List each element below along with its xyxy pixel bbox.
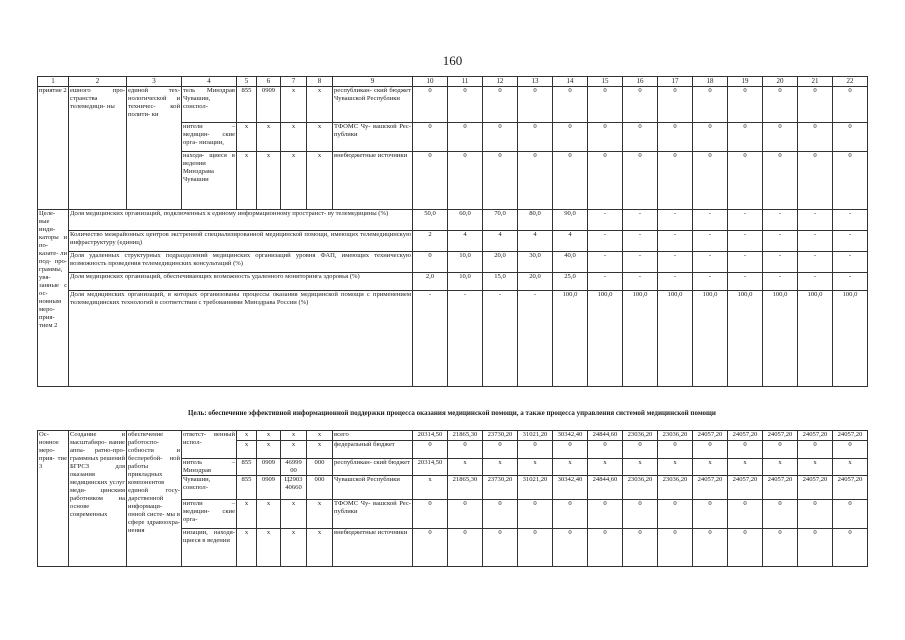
executor-cell: Чувашии, соиспол- bbox=[182, 476, 237, 500]
value-cell: - bbox=[588, 210, 623, 231]
value-cell: 30342,40 bbox=[553, 431, 588, 441]
column-number: 1 bbox=[38, 77, 69, 87]
value-cell: - bbox=[728, 252, 763, 273]
value-cell: 23036,20 bbox=[658, 476, 693, 500]
indicator-row bbox=[38, 273, 868, 291]
column-number: 18 bbox=[693, 77, 728, 87]
value-cell: 30342,40 bbox=[553, 476, 588, 500]
column-number: 2 bbox=[69, 77, 127, 87]
value-cell: 0 bbox=[623, 441, 658, 459]
value-cell: - bbox=[763, 252, 798, 273]
indicators-label-cell: Целе- вые инди- каторы и по- казате- ли под- про- граммы, увя- занные с ос- новным меро- прия- тием 2 bbox=[38, 210, 69, 387]
code-cell: 46999 00 bbox=[281, 459, 307, 476]
code-cell: x bbox=[257, 123, 281, 152]
value-cell: 24057,20 bbox=[833, 431, 868, 441]
value-cell: - bbox=[728, 231, 763, 252]
column-number: 16 bbox=[623, 77, 658, 87]
column-number: 11 bbox=[448, 77, 483, 87]
value-cell: 0 bbox=[623, 529, 658, 567]
value-cell: - bbox=[763, 210, 798, 231]
value-cell: - bbox=[588, 252, 623, 273]
value-cell: 0 bbox=[588, 529, 623, 567]
event-title-cell: ешного про- странства телемедици- ны bbox=[69, 87, 127, 210]
value-cell: - bbox=[658, 273, 693, 291]
value-cell: 0 bbox=[518, 500, 553, 529]
value-cell: 0 bbox=[553, 152, 588, 210]
value-cell: 24057,20 bbox=[833, 476, 868, 500]
value-cell: x bbox=[448, 459, 483, 476]
value-cell: 0 bbox=[413, 123, 448, 152]
value-cell: 21865,30 bbox=[448, 476, 483, 500]
value-cell: 0 bbox=[588, 123, 623, 152]
column-number: 21 bbox=[798, 77, 833, 87]
value-cell: 0 bbox=[658, 529, 693, 567]
value-cell: 0 bbox=[658, 87, 693, 123]
value-cell: 23730,20 bbox=[483, 431, 518, 441]
code-cell: x bbox=[281, 87, 307, 123]
value-cell: 0 bbox=[483, 441, 518, 459]
value-cell: 23730,20 bbox=[483, 476, 518, 500]
value-cell: 0 bbox=[658, 123, 693, 152]
value-cell: 0 bbox=[833, 152, 868, 210]
value-cell: 0 bbox=[483, 500, 518, 529]
value-cell: 0 bbox=[833, 441, 868, 459]
event-name-cell: приятие 2 bbox=[38, 87, 69, 210]
value-cell: 31021,20 bbox=[518, 476, 553, 500]
code-cell: x bbox=[307, 529, 333, 567]
value-cell: 0 bbox=[658, 500, 693, 529]
value-cell: 0 bbox=[798, 441, 833, 459]
value-cell: x bbox=[658, 459, 693, 476]
column-number: 7 bbox=[281, 77, 307, 87]
column-number: 9 bbox=[333, 77, 413, 87]
executor-cell: тель Минздрав Чувашии, соиспол- bbox=[182, 87, 237, 123]
value-cell: 0 bbox=[693, 500, 728, 529]
value-cell: 0 bbox=[553, 529, 588, 567]
value-cell: 0 bbox=[763, 152, 798, 210]
value-cell: 4 bbox=[553, 231, 588, 252]
column-number: 20 bbox=[763, 77, 798, 87]
value-cell: 25,0 bbox=[553, 273, 588, 291]
value-cell: 0 bbox=[448, 87, 483, 123]
column-number: 14 bbox=[553, 77, 588, 87]
value-cell: 0 bbox=[623, 500, 658, 529]
value-cell: - bbox=[483, 291, 518, 387]
value-cell: 0 bbox=[518, 152, 553, 210]
value-cell: - bbox=[588, 273, 623, 291]
value-cell: 0 bbox=[798, 152, 833, 210]
value-cell: 0 bbox=[763, 529, 798, 567]
code-cell: x bbox=[307, 152, 333, 210]
value-cell: 80,0 bbox=[518, 210, 553, 231]
indicator-row bbox=[38, 291, 868, 387]
table-row bbox=[38, 87, 868, 123]
value-cell: 10,0 bbox=[448, 252, 483, 273]
funding-source-cell: ТФОМС Чу- вашской Рес- публики bbox=[333, 123, 413, 152]
value-cell: - bbox=[658, 231, 693, 252]
value-cell: 10,0 bbox=[448, 273, 483, 291]
value-cell: - bbox=[658, 252, 693, 273]
value-cell: - bbox=[623, 252, 658, 273]
value-cell: 100,0 bbox=[763, 291, 798, 387]
value-cell: 0 bbox=[518, 529, 553, 567]
value-cell: 2 bbox=[413, 231, 448, 252]
funding-source-cell: внебюджетные источники bbox=[333, 529, 413, 567]
value-cell: 31021,20 bbox=[518, 431, 553, 441]
column-number: 13 bbox=[518, 77, 553, 87]
value-cell: x bbox=[728, 459, 763, 476]
value-cell: 0 bbox=[833, 529, 868, 567]
value-cell: - bbox=[728, 273, 763, 291]
code-cell: x bbox=[257, 431, 281, 441]
value-cell: 100,0 bbox=[833, 291, 868, 387]
value-cell: - bbox=[693, 273, 728, 291]
code-cell: Ц2903 40660 bbox=[281, 476, 307, 500]
value-cell: 0 bbox=[518, 123, 553, 152]
value-cell: 23036,20 bbox=[658, 431, 693, 441]
value-cell: 23036,20 bbox=[623, 476, 658, 500]
column-number: 17 bbox=[658, 77, 693, 87]
page-number: 160 bbox=[442, 53, 463, 68]
value-cell: 0 bbox=[448, 500, 483, 529]
event-goal-cell: единой тех- нологической и техничес- кой полити- ки bbox=[127, 87, 182, 210]
value-cell: - bbox=[623, 231, 658, 252]
code-cell: x bbox=[307, 441, 333, 459]
value-cell: 0 bbox=[798, 500, 833, 529]
value-cell: 0 bbox=[553, 500, 588, 529]
value-cell: 24057,20 bbox=[728, 431, 763, 441]
code-cell: x bbox=[237, 441, 257, 459]
value-cell: x bbox=[588, 459, 623, 476]
value-cell: 0 bbox=[413, 87, 448, 123]
value-cell: 24057,20 bbox=[763, 431, 798, 441]
value-cell: - bbox=[658, 210, 693, 231]
value-cell: 0 bbox=[763, 500, 798, 529]
funding-source-cell: федеральный бюджет bbox=[333, 441, 413, 459]
column-number: 22 bbox=[833, 77, 868, 87]
value-cell: 0 bbox=[798, 123, 833, 152]
code-cell: x bbox=[257, 441, 281, 459]
value-cell: 0 bbox=[413, 529, 448, 567]
value-cell: 0 bbox=[553, 123, 588, 152]
value-cell: 24057,20 bbox=[693, 476, 728, 500]
value-cell: - bbox=[413, 291, 448, 387]
value-cell: 20314,50 bbox=[413, 459, 448, 476]
value-cell: 0 bbox=[448, 123, 483, 152]
value-cell: 0 bbox=[448, 152, 483, 210]
value-cell: 0 bbox=[483, 529, 518, 567]
indicator-text-cell: Доля удаленных структурных подразделений медицинских организаций уровня ФАП, имеющих техническую возможность проведения телемедицинских консультаций (%) bbox=[69, 252, 413, 273]
funding-source-cell: республикан- ский бюджет Чувашской Республики bbox=[333, 87, 413, 123]
value-cell: 0 bbox=[833, 87, 868, 123]
executor-cell: находя- щиеся в ведении Минздрава Чувашии bbox=[182, 152, 237, 210]
column-number: 12 bbox=[483, 77, 518, 87]
column-number: 6 bbox=[257, 77, 281, 87]
code-cell: x bbox=[281, 500, 307, 529]
value-cell: - bbox=[448, 291, 483, 387]
value-cell: 0 bbox=[518, 441, 553, 459]
code-cell: x bbox=[237, 123, 257, 152]
value-cell: 0 bbox=[833, 123, 868, 152]
code-cell: 855 bbox=[237, 459, 257, 476]
code-cell: 000 bbox=[307, 459, 333, 476]
indicator-row bbox=[38, 210, 868, 231]
value-cell: - bbox=[518, 291, 553, 387]
value-cell: 20314,50 bbox=[413, 431, 448, 441]
value-cell: - bbox=[798, 252, 833, 273]
value-cell: 0 bbox=[658, 441, 693, 459]
value-cell: - bbox=[833, 210, 868, 231]
value-cell: 23036,20 bbox=[623, 431, 658, 441]
value-cell: 0 bbox=[413, 441, 448, 459]
value-cell: 20,0 bbox=[483, 252, 518, 273]
value-cell: x bbox=[833, 459, 868, 476]
value-cell: 0 bbox=[483, 152, 518, 210]
value-cell: 0 bbox=[833, 500, 868, 529]
executor-cell: нители – медицин- ские орга- низации, bbox=[182, 123, 237, 152]
value-cell: 2,0 bbox=[413, 273, 448, 291]
value-cell: x bbox=[623, 459, 658, 476]
value-cell: 30,0 bbox=[518, 252, 553, 273]
value-cell: 0 bbox=[763, 87, 798, 123]
value-cell: - bbox=[833, 273, 868, 291]
value-cell: 0 bbox=[728, 87, 763, 123]
value-cell: 0 bbox=[728, 441, 763, 459]
value-cell: 24057,20 bbox=[798, 476, 833, 500]
value-cell: 0 bbox=[623, 123, 658, 152]
value-cell: - bbox=[833, 252, 868, 273]
indicator-row bbox=[38, 252, 868, 273]
value-cell: 0 bbox=[728, 123, 763, 152]
header-row bbox=[38, 77, 868, 87]
value-cell: 0 bbox=[693, 152, 728, 210]
code-cell: 0909 bbox=[257, 87, 281, 123]
code-cell: x bbox=[281, 441, 307, 459]
value-cell: 0 bbox=[483, 123, 518, 152]
column-number: 5 bbox=[237, 77, 257, 87]
value-cell: x bbox=[413, 476, 448, 500]
value-cell: 0 bbox=[623, 152, 658, 210]
value-cell: 0 bbox=[588, 87, 623, 123]
value-cell: - bbox=[763, 273, 798, 291]
program-table-bottom bbox=[37, 430, 868, 567]
executor-cell: нитель – Минздрав bbox=[183, 459, 235, 475]
value-cell: 0 bbox=[588, 500, 623, 529]
value-cell: 90,0 bbox=[553, 210, 588, 231]
funding-source-cell: ТФОМС Чу- вашской Рес- публики bbox=[333, 500, 413, 529]
code-cell: x bbox=[237, 529, 257, 567]
value-cell: - bbox=[728, 210, 763, 231]
executor-cell: нители – медицин- ские орга- bbox=[182, 500, 237, 529]
program-table-top bbox=[37, 76, 868, 387]
value-cell: 20,0 bbox=[518, 273, 553, 291]
executor-cell: низации, находя- щиеся в ведении bbox=[182, 529, 237, 567]
value-cell: x bbox=[483, 459, 518, 476]
code-cell: x bbox=[281, 123, 307, 152]
value-cell: 0 bbox=[623, 87, 658, 123]
value-cell: 24057,20 bbox=[728, 476, 763, 500]
code-cell: x bbox=[307, 87, 333, 123]
value-cell: - bbox=[763, 231, 798, 252]
code-cell: x bbox=[257, 529, 281, 567]
code-cell: x bbox=[237, 152, 257, 210]
value-cell: 40,0 bbox=[553, 252, 588, 273]
code-cell: x bbox=[281, 529, 307, 567]
value-cell: 24844,60 bbox=[588, 476, 623, 500]
value-cell: 0 bbox=[553, 87, 588, 123]
value-cell: - bbox=[693, 231, 728, 252]
value-cell: 100,0 bbox=[588, 291, 623, 387]
value-cell: 100,0 bbox=[623, 291, 658, 387]
value-cell: 0 bbox=[588, 441, 623, 459]
value-cell: - bbox=[798, 231, 833, 252]
code-cell: x bbox=[257, 152, 281, 210]
goal-text: Цель: обеспечение эффективной информационной поддержки процесса оказания медицинской помощи, а также процесса управления системой медицинской помощи bbox=[188, 409, 716, 417]
code-cell: x bbox=[307, 431, 333, 441]
value-cell: - bbox=[623, 273, 658, 291]
value-cell: 0 bbox=[588, 152, 623, 210]
event-goal-cell: обеспечение работоспо- собности и бесперебой- ной работы прикладных компонентов единой госу- дарственной информаци- онной систе- мы в сфере здравоохра- нения bbox=[127, 431, 182, 567]
value-cell: - bbox=[798, 273, 833, 291]
value-cell: 24057,20 bbox=[798, 431, 833, 441]
column-number: 15 bbox=[588, 77, 623, 87]
value-cell: 100,0 bbox=[798, 291, 833, 387]
funding-source-cell: внебюджетные источники bbox=[333, 152, 413, 210]
code-cell: x bbox=[281, 431, 307, 441]
value-cell: 70,0 bbox=[483, 210, 518, 231]
value-cell: 0 bbox=[448, 441, 483, 459]
value-cell: 0 bbox=[658, 152, 693, 210]
code-cell: 855 bbox=[237, 87, 257, 123]
value-cell: 0 bbox=[798, 529, 833, 567]
value-cell: x bbox=[798, 459, 833, 476]
column-number: 10 bbox=[413, 77, 448, 87]
value-cell: 0 bbox=[693, 529, 728, 567]
funding-source-cell: Чувашской Республики bbox=[333, 476, 413, 500]
value-cell: 0 bbox=[413, 500, 448, 529]
table-row bbox=[38, 431, 868, 441]
code-cell: x bbox=[307, 500, 333, 529]
value-cell: 0 bbox=[693, 441, 728, 459]
column-number: 8 bbox=[307, 77, 333, 87]
value-cell: 0 bbox=[553, 441, 588, 459]
value-cell: 4 bbox=[483, 231, 518, 252]
value-cell: 15,0 bbox=[483, 273, 518, 291]
event-title-cell: Создание и масштабиро- вание аппа- ратно-про- граммных решений БГРСЗ для оказания медицинских услуг меди- цинским работником на основе современных bbox=[69, 431, 127, 567]
column-number: 3 bbox=[127, 77, 182, 87]
value-cell: 0 bbox=[693, 123, 728, 152]
indicator-text-cell: Доля медицинских организаций, в которых организованы процессы оказания медицинской помощи с применением телемедицинских технологий в соответствии с требованиями Минздрава России (%) bbox=[69, 291, 413, 387]
value-cell: 0 bbox=[763, 441, 798, 459]
value-cell: x bbox=[763, 459, 798, 476]
code-cell: x bbox=[237, 431, 257, 441]
value-cell: 0 bbox=[693, 87, 728, 123]
value-cell: 0 bbox=[413, 252, 448, 273]
indicator-text-cell: Доля медицинских организаций, подключенных к единому информационному пространст- ву телемедицины (%) bbox=[69, 210, 413, 231]
value-cell: 24057,20 bbox=[693, 431, 728, 441]
value-cell: - bbox=[833, 231, 868, 252]
value-cell: 100,0 bbox=[553, 291, 588, 387]
code-cell: 0909 bbox=[257, 459, 281, 476]
value-cell: 0 bbox=[728, 529, 763, 567]
code-cell: 000 bbox=[307, 476, 333, 500]
funding-source-cell: республикан- ский бюджет bbox=[333, 459, 413, 476]
value-cell: 21865,30 bbox=[448, 431, 483, 441]
value-cell: 24844,60 bbox=[588, 431, 623, 441]
value-cell: - bbox=[693, 210, 728, 231]
value-cell: 100,0 bbox=[658, 291, 693, 387]
value-cell: 60,0 bbox=[448, 210, 483, 231]
column-number: 19 bbox=[728, 77, 763, 87]
indicator-row bbox=[38, 231, 868, 252]
event-name-cell: Ос- новное меро- прия- тие 3 bbox=[38, 431, 69, 567]
column-number: 4 bbox=[182, 77, 237, 87]
value-cell: 4 bbox=[448, 231, 483, 252]
code-cell: 855 bbox=[237, 476, 257, 500]
funding-source-cell: всего bbox=[333, 431, 413, 441]
value-cell: 100,0 bbox=[693, 291, 728, 387]
indicator-text-cell: Доля медицинских организаций, обеспечивающих возможность удаленного мониторинга здоровья (%) bbox=[69, 273, 413, 291]
value-cell: 100,0 bbox=[728, 291, 763, 387]
value-cell: x bbox=[553, 459, 588, 476]
value-cell: 0 bbox=[798, 87, 833, 123]
value-cell: 0 bbox=[763, 123, 798, 152]
value-cell: 50,0 bbox=[413, 210, 448, 231]
code-cell: x bbox=[237, 500, 257, 529]
value-cell: 0 bbox=[483, 87, 518, 123]
value-cell: 0 bbox=[728, 500, 763, 529]
code-cell: 0909 bbox=[257, 476, 281, 500]
value-cell: - bbox=[623, 210, 658, 231]
value-cell: x bbox=[518, 459, 553, 476]
value-cell: - bbox=[693, 252, 728, 273]
value-cell: 0 bbox=[728, 152, 763, 210]
code-cell: x bbox=[257, 500, 281, 529]
indicator-text-cell: Количество межрайонных центров экстренной специализированной медицинской помощи, имеющих телемедицинскую инфраструктуру (единиц) bbox=[69, 231, 413, 252]
value-cell: - bbox=[798, 210, 833, 231]
value-cell: 4 bbox=[518, 231, 553, 252]
value-cell: 0 bbox=[518, 87, 553, 123]
value-cell: 0 bbox=[448, 529, 483, 567]
value-cell: x bbox=[693, 459, 728, 476]
value-cell: 24057,20 bbox=[763, 476, 798, 500]
code-cell: x bbox=[307, 123, 333, 152]
code-cell: x bbox=[281, 152, 307, 210]
value-cell: 0 bbox=[413, 152, 448, 210]
executor-cell: ответст- венный испол- bbox=[182, 431, 237, 459]
value-cell: - bbox=[588, 231, 623, 252]
